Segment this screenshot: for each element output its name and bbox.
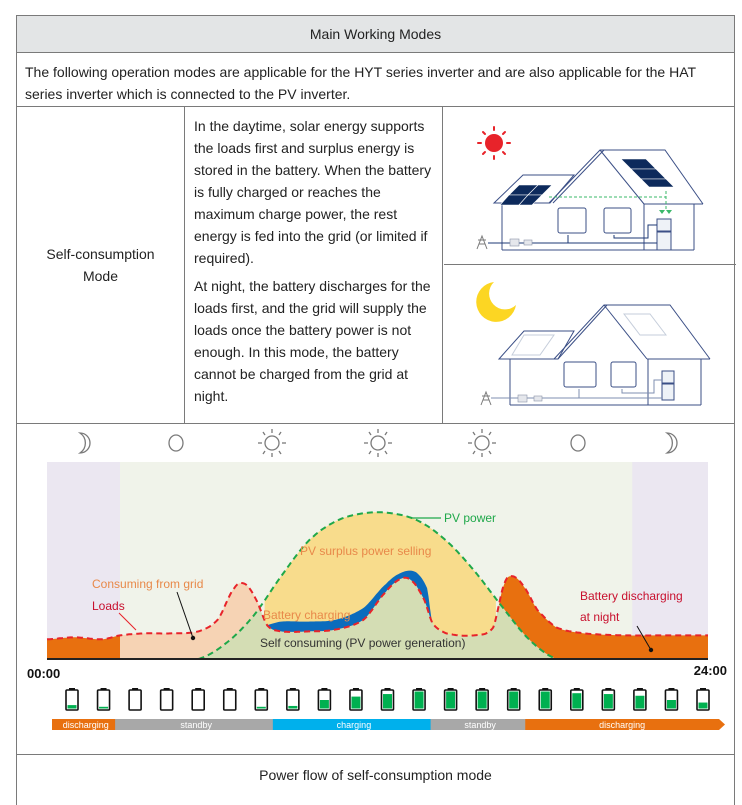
moon-icon	[80, 433, 90, 453]
battery-fill	[68, 705, 77, 708]
night-region	[47, 462, 120, 659]
daytime-house-illustration	[444, 107, 736, 265]
battery-icon	[382, 688, 394, 710]
pv-flow-lines	[549, 191, 666, 210]
state-bar-discharging	[52, 719, 126, 730]
battery-icon	[287, 688, 299, 710]
chart-caption: Power flow of self-consumption mode	[259, 767, 492, 783]
dawn-circle-icon	[169, 435, 183, 451]
battery-icon	[129, 688, 141, 710]
chart-label: PV power	[444, 511, 497, 525]
intro-text: The following operation modes are applicable for the HYT series inverter and are also applicable for the HAT series inverter which is connected to the PV inverter.	[17, 53, 734, 107]
state-bar-discharging	[525, 719, 725, 730]
battery-icon	[476, 688, 488, 710]
self-consumption-row	[17, 107, 734, 424]
battery-icon	[350, 688, 362, 710]
battery-fill	[446, 692, 455, 709]
battery-icon	[665, 688, 677, 710]
battery-fill	[99, 707, 108, 709]
power-flow-chart-cell	[17, 423, 734, 755]
state-label: charging	[336, 720, 372, 730]
night-house-illustration	[444, 265, 736, 423]
battery-icon	[539, 688, 551, 710]
battery-fill	[604, 694, 613, 708]
battery-icon	[508, 688, 520, 710]
mode-name-cell	[17, 107, 185, 423]
discharge-leader-dot	[649, 648, 653, 652]
night-region	[632, 462, 708, 659]
state-bar-charging	[273, 719, 441, 730]
chart-label: Consuming from grid	[92, 577, 204, 591]
battery-fill	[351, 697, 360, 709]
battery-icon	[255, 688, 267, 710]
battery-fill	[288, 706, 297, 709]
battery-icon	[66, 688, 78, 710]
battery-fill	[667, 700, 676, 709]
table-header: Main Working Modes	[17, 16, 734, 53]
mode-name-line1: Self-consumption	[46, 246, 155, 262]
battery-fill	[635, 696, 644, 709]
main-working-modes-table	[16, 15, 735, 805]
battery-icon	[634, 688, 646, 710]
state-label: discharging	[62, 720, 109, 730]
battery-icon	[161, 688, 173, 710]
battery-icon	[445, 688, 457, 710]
chart-label: Self consuming (PV power generation)	[260, 636, 466, 650]
battery-fill	[415, 692, 424, 709]
battery-fill	[541, 692, 550, 709]
battery-fill	[509, 692, 518, 709]
moon-icon	[476, 282, 516, 322]
load-boxes-icon	[564, 362, 674, 400]
battery-icon	[602, 688, 614, 710]
solar-panels-icon	[512, 314, 666, 355]
inverter-arrows-icon	[659, 210, 672, 214]
battery-icon	[571, 688, 583, 710]
state-bar-standby	[431, 719, 536, 730]
battery-fill	[478, 692, 487, 709]
battery-fill	[320, 700, 329, 709]
state-label: standby	[180, 720, 212, 730]
battery-icon	[224, 688, 236, 710]
x-tick-label-end: 24:00	[693, 663, 727, 678]
chart-label: Battery discharging	[580, 589, 683, 603]
sun-icon	[478, 127, 510, 159]
grid-tower-icon	[481, 392, 491, 405]
sun-icon	[468, 429, 496, 457]
state-label: discharging	[599, 720, 646, 730]
x-tick-label-start: 00:00	[27, 666, 61, 681]
solar-panels-icon	[500, 159, 674, 205]
battery-icon	[192, 688, 204, 710]
chart-label: Loads	[92, 599, 125, 613]
chart-label: at night	[580, 610, 620, 624]
battery-icon	[697, 688, 709, 710]
battery-icon	[413, 688, 425, 710]
battery-icon	[318, 688, 330, 710]
state-bar-standby	[115, 719, 283, 730]
moon-icon	[667, 433, 677, 453]
dusk-circle-icon	[571, 435, 585, 451]
grid-consumption-leader-dot	[191, 636, 195, 640]
chart-label: Battery charging	[263, 608, 351, 622]
sun-icon	[258, 429, 286, 457]
load-boxes-icon	[558, 208, 671, 250]
mode-name-line2: Mode	[82, 268, 118, 284]
sun-icon	[364, 429, 392, 457]
grid-tower-icon	[477, 236, 487, 249]
description-night: At night, the battery discharges for the loads first, and the grid will supply the loads once the battery power is not enough. In this mode, the battery cannot be charged from the grid at night.	[194, 278, 431, 404]
power-flow-chart	[17, 423, 736, 754]
battery-fill	[257, 707, 266, 709]
mode-description-cell	[185, 107, 443, 423]
battery-fill	[699, 703, 708, 709]
battery-icon	[98, 688, 110, 710]
battery-fill	[383, 694, 392, 708]
chart-label: PV surplus power selling	[300, 544, 432, 558]
battery-fill	[572, 693, 581, 708]
description-daytime: In the daytime, solar energy supports the loads first and surplus energy is stored in the battery. When the battery is fully charged or reaches the maximum charge power, the rest energy is fed into the grid (or limited if required).	[194, 118, 432, 266]
state-label: standby	[464, 720, 496, 730]
